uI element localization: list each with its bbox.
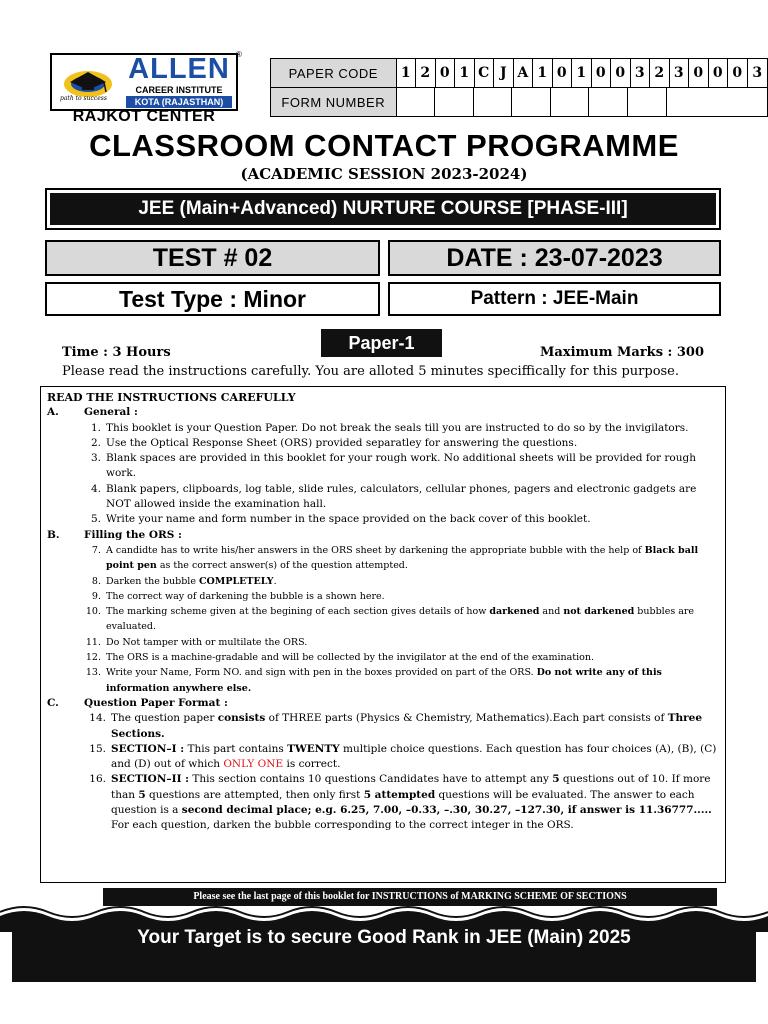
form-number-box[interactable] bbox=[397, 88, 436, 116]
item-text: SECTION–II : This section contains 10 questions Candidates have to attempt any 5 questions out of 10. If more than 5 questions are attempted, then only first 5 attempted questions will be evaluated. The answer to each question is a second decimal place; e.g. 6.25, 7.00, –0.33, –.30, 30.27, –127.30, if answer is 11.36777..... For each question, darken the bubble corresponding to the correct integer in the ORS. bbox=[111, 773, 712, 832]
item-text: Write your Name, Form NO. and sign with pen in the boxes provided on part of the ORS. Do not write any of this information anywhere else. bbox=[106, 667, 662, 694]
code-table bbox=[270, 58, 768, 117]
item-number: 14. bbox=[89, 712, 106, 725]
list-item bbox=[47, 543, 719, 574]
paper-code-digit: 1 bbox=[533, 59, 553, 87]
list-item bbox=[47, 635, 719, 650]
form-number-box[interactable] bbox=[435, 88, 474, 116]
paper-code-digit: A bbox=[514, 59, 534, 87]
paper-code-digit: J bbox=[494, 59, 514, 87]
paper-code-digit: C bbox=[475, 59, 495, 87]
paper-code-cells bbox=[397, 59, 768, 87]
logo-brand-name: ALLEN bbox=[128, 53, 230, 85]
paper-code-digit: 0 bbox=[592, 59, 612, 87]
item-number: 2. bbox=[90, 436, 101, 449]
item-text: The question paper consists of THREE parts (Physics & Chemistry, Mathematics).Each part consists of Three Sections. bbox=[111, 712, 703, 740]
section-ors bbox=[47, 528, 719, 543]
bottom-note: Please see the last page of this booklet for INSTRUCTIONS of MARKING SCHEME OF SECTIONS bbox=[103, 888, 717, 906]
list-item bbox=[47, 512, 719, 527]
list-item bbox=[47, 436, 719, 451]
form-number-box[interactable] bbox=[551, 88, 590, 116]
ors-items bbox=[47, 543, 719, 696]
section-title: Filling the ORS : bbox=[84, 528, 182, 541]
item-text: Darken the bubble COMPLETELY. bbox=[106, 575, 277, 587]
list-item bbox=[47, 742, 719, 773]
registered-mark: ® bbox=[236, 50, 242, 59]
form-number-box[interactable] bbox=[667, 88, 706, 116]
paper-code-digit: 2 bbox=[650, 59, 670, 87]
paper-code-digit: 2 bbox=[416, 59, 436, 87]
test-pattern: Pattern : JEE-Main bbox=[388, 282, 721, 316]
item-text: Blank papers, clipboards, log table, slide rules, calculators, cellular phones, pagers and electronic gadgets are NOT allowed inside the examination hall. bbox=[106, 482, 697, 511]
list-item bbox=[47, 421, 719, 436]
list-item bbox=[47, 665, 719, 696]
list-item bbox=[47, 574, 719, 589]
form-number-value bbox=[396, 88, 768, 117]
item-text: The correct way of darkening the bubble is a shown here. bbox=[106, 590, 385, 602]
paper-code-digit: 1 bbox=[397, 59, 417, 87]
section-title: General : bbox=[84, 406, 138, 419]
section-letter: B. bbox=[47, 528, 60, 541]
general-items bbox=[47, 421, 719, 528]
list-item bbox=[47, 482, 719, 513]
course-bar bbox=[45, 188, 721, 230]
section-format bbox=[47, 696, 719, 711]
section-general bbox=[47, 405, 719, 420]
item-number: 7. bbox=[91, 544, 101, 556]
form-number-box[interactable] bbox=[474, 88, 513, 116]
section-letter: C. bbox=[47, 696, 59, 709]
paper-code-digit: 3 bbox=[670, 59, 690, 87]
item-number: 16. bbox=[89, 773, 106, 786]
paper-code-digit: 1 bbox=[572, 59, 592, 87]
item-text: Blank spaces are provided in this booklet for your rough work. No additional sheets will be provided for rough work. bbox=[106, 452, 696, 480]
form-number-row bbox=[271, 88, 768, 117]
item-text: A candidte has to write his/her answers in the ORS sheet by darkening the appropriate bubble with the help of Black ball point pen as the correct answer(s) of the question attempted. bbox=[106, 544, 699, 572]
item-text: Write your name and form number in the space provided on the back cover of this booklet. bbox=[106, 513, 591, 526]
item-number: 12. bbox=[85, 652, 101, 664]
center-name: RAJKOT CENTER bbox=[72, 108, 216, 125]
logo-brand-block bbox=[124, 55, 234, 111]
section-title: Question Paper Format : bbox=[84, 696, 228, 709]
reading-notice: Please read the instructions carefully. You are alloted 5 minutes speciffically for this purpose. bbox=[62, 364, 680, 379]
paper-code-digit: 1 bbox=[455, 59, 475, 87]
paper-code-value bbox=[396, 59, 768, 88]
paper-code-digit: 0 bbox=[728, 59, 748, 87]
paper-code-digit: 0 bbox=[689, 59, 709, 87]
paper-code-digit: 0 bbox=[553, 59, 573, 87]
instructions-heading: READ THE INSTRUCTIONS CAREFULLY bbox=[47, 391, 296, 404]
paper-code-digit: 0 bbox=[436, 59, 456, 87]
paper-code-label: PAPER CODE bbox=[271, 59, 397, 88]
item-text: Do Not tamper with or multilate the ORS. bbox=[106, 636, 308, 648]
item-number: 1. bbox=[90, 421, 101, 434]
test-type: Test Type : Minor bbox=[45, 282, 380, 316]
item-text: SECTION–I : This part contains TWENTY multiple choice questions. Each question has four choices (A), (B), (C) and (D) out of which ONLY ONE is correct. bbox=[111, 742, 717, 771]
logo-tagline: path to success bbox=[60, 95, 107, 102]
form-number-box[interactable] bbox=[589, 88, 628, 116]
item-number: 4. bbox=[90, 482, 101, 495]
course-title: JEE (Main+Advanced) NURTURE COURSE [PHASE-III] bbox=[50, 193, 716, 225]
instructions-box bbox=[40, 386, 726, 883]
list-item bbox=[47, 650, 719, 665]
paper-label: Paper-1 bbox=[321, 329, 442, 357]
paper-code-digit: 0 bbox=[709, 59, 729, 87]
item-text: Use the Optical Response Sheet (ORS) provided separatley for answering the questions. bbox=[106, 436, 578, 449]
list-item bbox=[47, 589, 719, 604]
paper-code-row bbox=[271, 59, 768, 88]
list-item bbox=[47, 451, 719, 482]
item-number: 13. bbox=[85, 667, 101, 679]
page-title: CLASSROOM CONTACT PROGRAMME bbox=[89, 128, 679, 163]
allen-logo bbox=[50, 53, 238, 111]
item-text: The ORS is a machine-gradable and will be collected by the invigilator at the end of the examination. bbox=[106, 652, 595, 664]
item-number: 11. bbox=[85, 636, 101, 648]
list-item bbox=[47, 772, 719, 833]
form-number-box[interactable] bbox=[628, 88, 667, 116]
item-number: 9. bbox=[91, 590, 101, 602]
item-number: 8. bbox=[91, 575, 101, 587]
list-item bbox=[47, 711, 719, 742]
form-number-label: FORM NUMBER bbox=[271, 88, 397, 117]
section-letter: A. bbox=[47, 406, 59, 419]
paper-code-digit: 3 bbox=[752, 65, 763, 81]
item-number: 3. bbox=[90, 452, 101, 465]
test-date: DATE : 23-07-2023 bbox=[388, 240, 721, 276]
form-number-cells bbox=[397, 88, 768, 116]
logo-city: KOTA (RAJASTHAN) bbox=[126, 96, 232, 108]
item-text: This booklet is your Question Paper. Do not break the seals till you are instructed to do so by the invigilators. bbox=[106, 421, 689, 434]
item-number: 5. bbox=[90, 513, 101, 526]
test-number: TEST # 02 bbox=[45, 240, 380, 276]
time-duration: Time : 3 Hours bbox=[62, 345, 171, 360]
maximum-marks: Maximum Marks : 300 bbox=[540, 345, 704, 360]
form-number-box[interactable] bbox=[512, 88, 551, 116]
paper-code-digit: 3 bbox=[631, 59, 651, 87]
item-number: 10. bbox=[85, 606, 101, 618]
paper-code-digit: 0 bbox=[611, 59, 631, 87]
logo-subtitle: CAREER INSTITUTE bbox=[135, 85, 223, 95]
footer-banner: Your Target is to secure Good Rank in JEE (Main) 2025 bbox=[12, 922, 756, 982]
list-item bbox=[47, 604, 719, 635]
item-text: The marking scheme given at the begining of each section gives details of how darkened and not darkened bubbles are evaluated. bbox=[106, 606, 695, 633]
academic-session: (ACADEMIC SESSION 2023-2024) bbox=[240, 165, 528, 183]
format-items bbox=[47, 711, 719, 833]
item-number: 15. bbox=[89, 742, 106, 755]
